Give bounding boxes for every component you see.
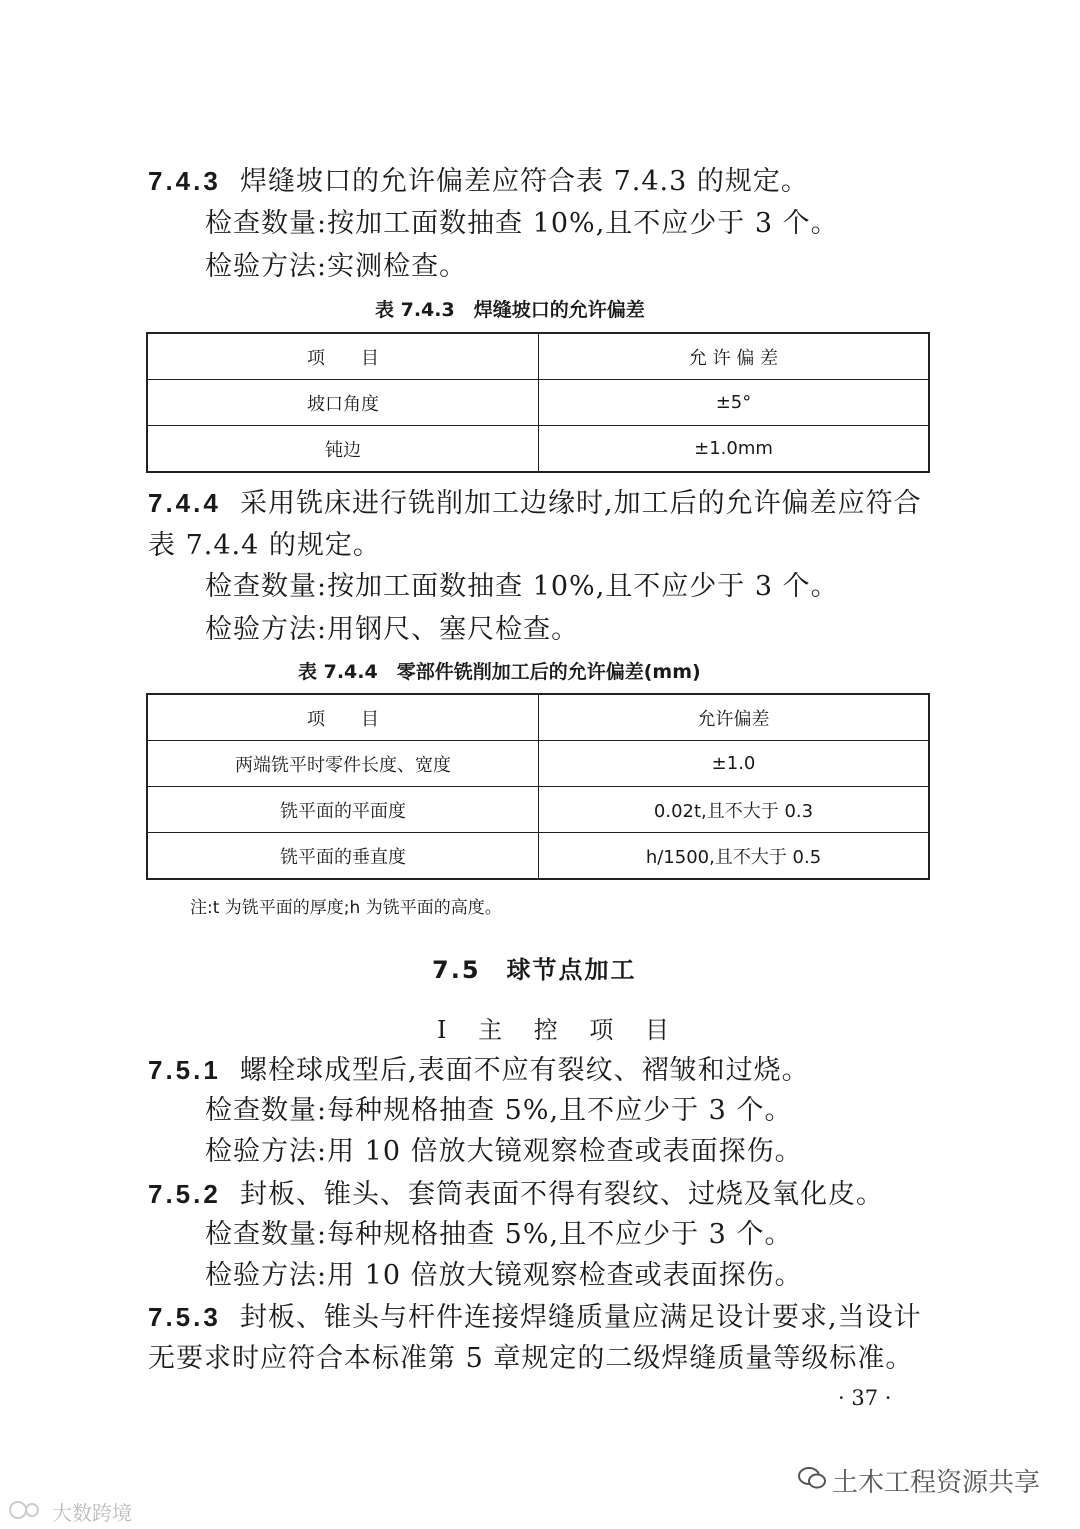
inspection-method: 检验方法:用 10 倍放大镜观察检查或表面探伤。 <box>205 1260 803 1291</box>
header-cell: 允许偏差 <box>539 694 930 741</box>
table-row <box>147 787 929 833</box>
header-cell: 允 许 偏 差 <box>539 333 930 380</box>
table-header-row <box>147 333 929 380</box>
table-cell: ±5° <box>539 380 930 426</box>
clause-text: 采用铣床进行铣削加工边缘时,加工后的允许偏差应符合 <box>240 488 922 519</box>
table-cell: 坡口角度 <box>147 380 539 426</box>
table-header-row <box>147 694 929 741</box>
clause-text: 封板、锥头、套筒表面不得有裂纹、过烧及氧化皮。 <box>240 1179 884 1210</box>
header-cell: 项 目 <box>147 333 539 380</box>
inspection-method: 检验方法:实测检查。 <box>205 251 468 282</box>
section-title: 7.5 球节点加工 <box>432 956 637 984</box>
table-row <box>147 380 929 426</box>
table-row <box>147 426 929 473</box>
clause-text: 封板、锥头与杆件连接焊缝质量应满足设计要求,当设计 <box>240 1302 922 1333</box>
clause-text-continued: 表 7.4.4 的规定。 <box>148 530 381 561</box>
table-7-4-4 <box>146 693 930 880</box>
clause-7-4-4 <box>148 485 922 522</box>
clause-text: 螺栓球成型后,表面不应有裂纹、褶皱和过烧。 <box>240 1055 810 1086</box>
watermark-text: 土木工程资源共享 <box>832 1468 1041 1498</box>
table-caption: 表 7.4.3 焊缝坡口的允许偏差 <box>375 299 645 321</box>
clause-number: 7.5.2 <box>148 1179 221 1209</box>
clause-7-5-1 <box>148 1052 810 1089</box>
table-cell: h/1500,且不大于 0.5 <box>539 833 930 880</box>
section-subtitle: Ⅰ 主 控 项 目 <box>437 1016 681 1044</box>
table-cell: 0.02t,且不大于 0.3 <box>539 787 930 833</box>
table-row <box>147 741 929 787</box>
inspection-count: 检查数量:每种规格抽查 5%,且不应少于 3 个。 <box>205 1219 793 1250</box>
table-cell: ±1.0 <box>539 741 930 787</box>
table-note: 注:t 为铣平面的厚度;h 为铣平面的高度。 <box>190 898 502 918</box>
inspection-method: 检验方法:用 10 倍放大镜观察检查或表面探伤。 <box>205 1136 803 1167</box>
watermark-text-left: 大数跨境 <box>52 1501 132 1525</box>
clause-number: 7.4.3 <box>148 166 221 196</box>
wechat-icon <box>798 1466 826 1490</box>
inspection-method: 检验方法:用钢尺、塞尺检查。 <box>205 614 580 645</box>
clause-text-continued: 无要求时应符合本标准第 5 章规定的二级焊缝质量等级标准。 <box>148 1343 914 1374</box>
clause-number: 7.5.3 <box>148 1302 221 1332</box>
clause-7-5-2 <box>148 1176 884 1213</box>
inspection-count: 检查数量:按加工面数抽查 10%,且不应少于 3 个。 <box>205 571 839 602</box>
clause-7-4-3 <box>148 163 809 200</box>
clause-text: 焊缝坡口的允许偏差应符合表 7.4.3 的规定。 <box>240 166 809 197</box>
clause-number: 7.4.4 <box>148 488 221 518</box>
table-cell: 铣平面的垂直度 <box>147 833 539 880</box>
table-cell: 两端铣平时零件长度、宽度 <box>147 741 539 787</box>
inspection-count: 检查数量:按加工面数抽查 10%,且不应少于 3 个。 <box>205 208 839 239</box>
header-cell: 项 目 <box>147 694 539 741</box>
table-7-4-3 <box>146 332 930 473</box>
table-row <box>147 833 929 880</box>
clause-7-5-3 <box>148 1299 922 1336</box>
page-number: · 37 · <box>838 1386 892 1410</box>
table-cell: ±1.0mm <box>539 426 930 473</box>
inspection-count: 检查数量:每种规格抽查 5%,且不应少于 3 个。 <box>205 1095 793 1126</box>
logo-icon <box>8 1498 48 1522</box>
table-cell: 钝边 <box>147 426 539 473</box>
clause-number: 7.5.1 <box>148 1055 221 1085</box>
table-caption: 表 7.4.4 零部件铣削加工后的允许偏差(mm) <box>298 661 701 683</box>
table-cell: 铣平面的平面度 <box>147 787 539 833</box>
